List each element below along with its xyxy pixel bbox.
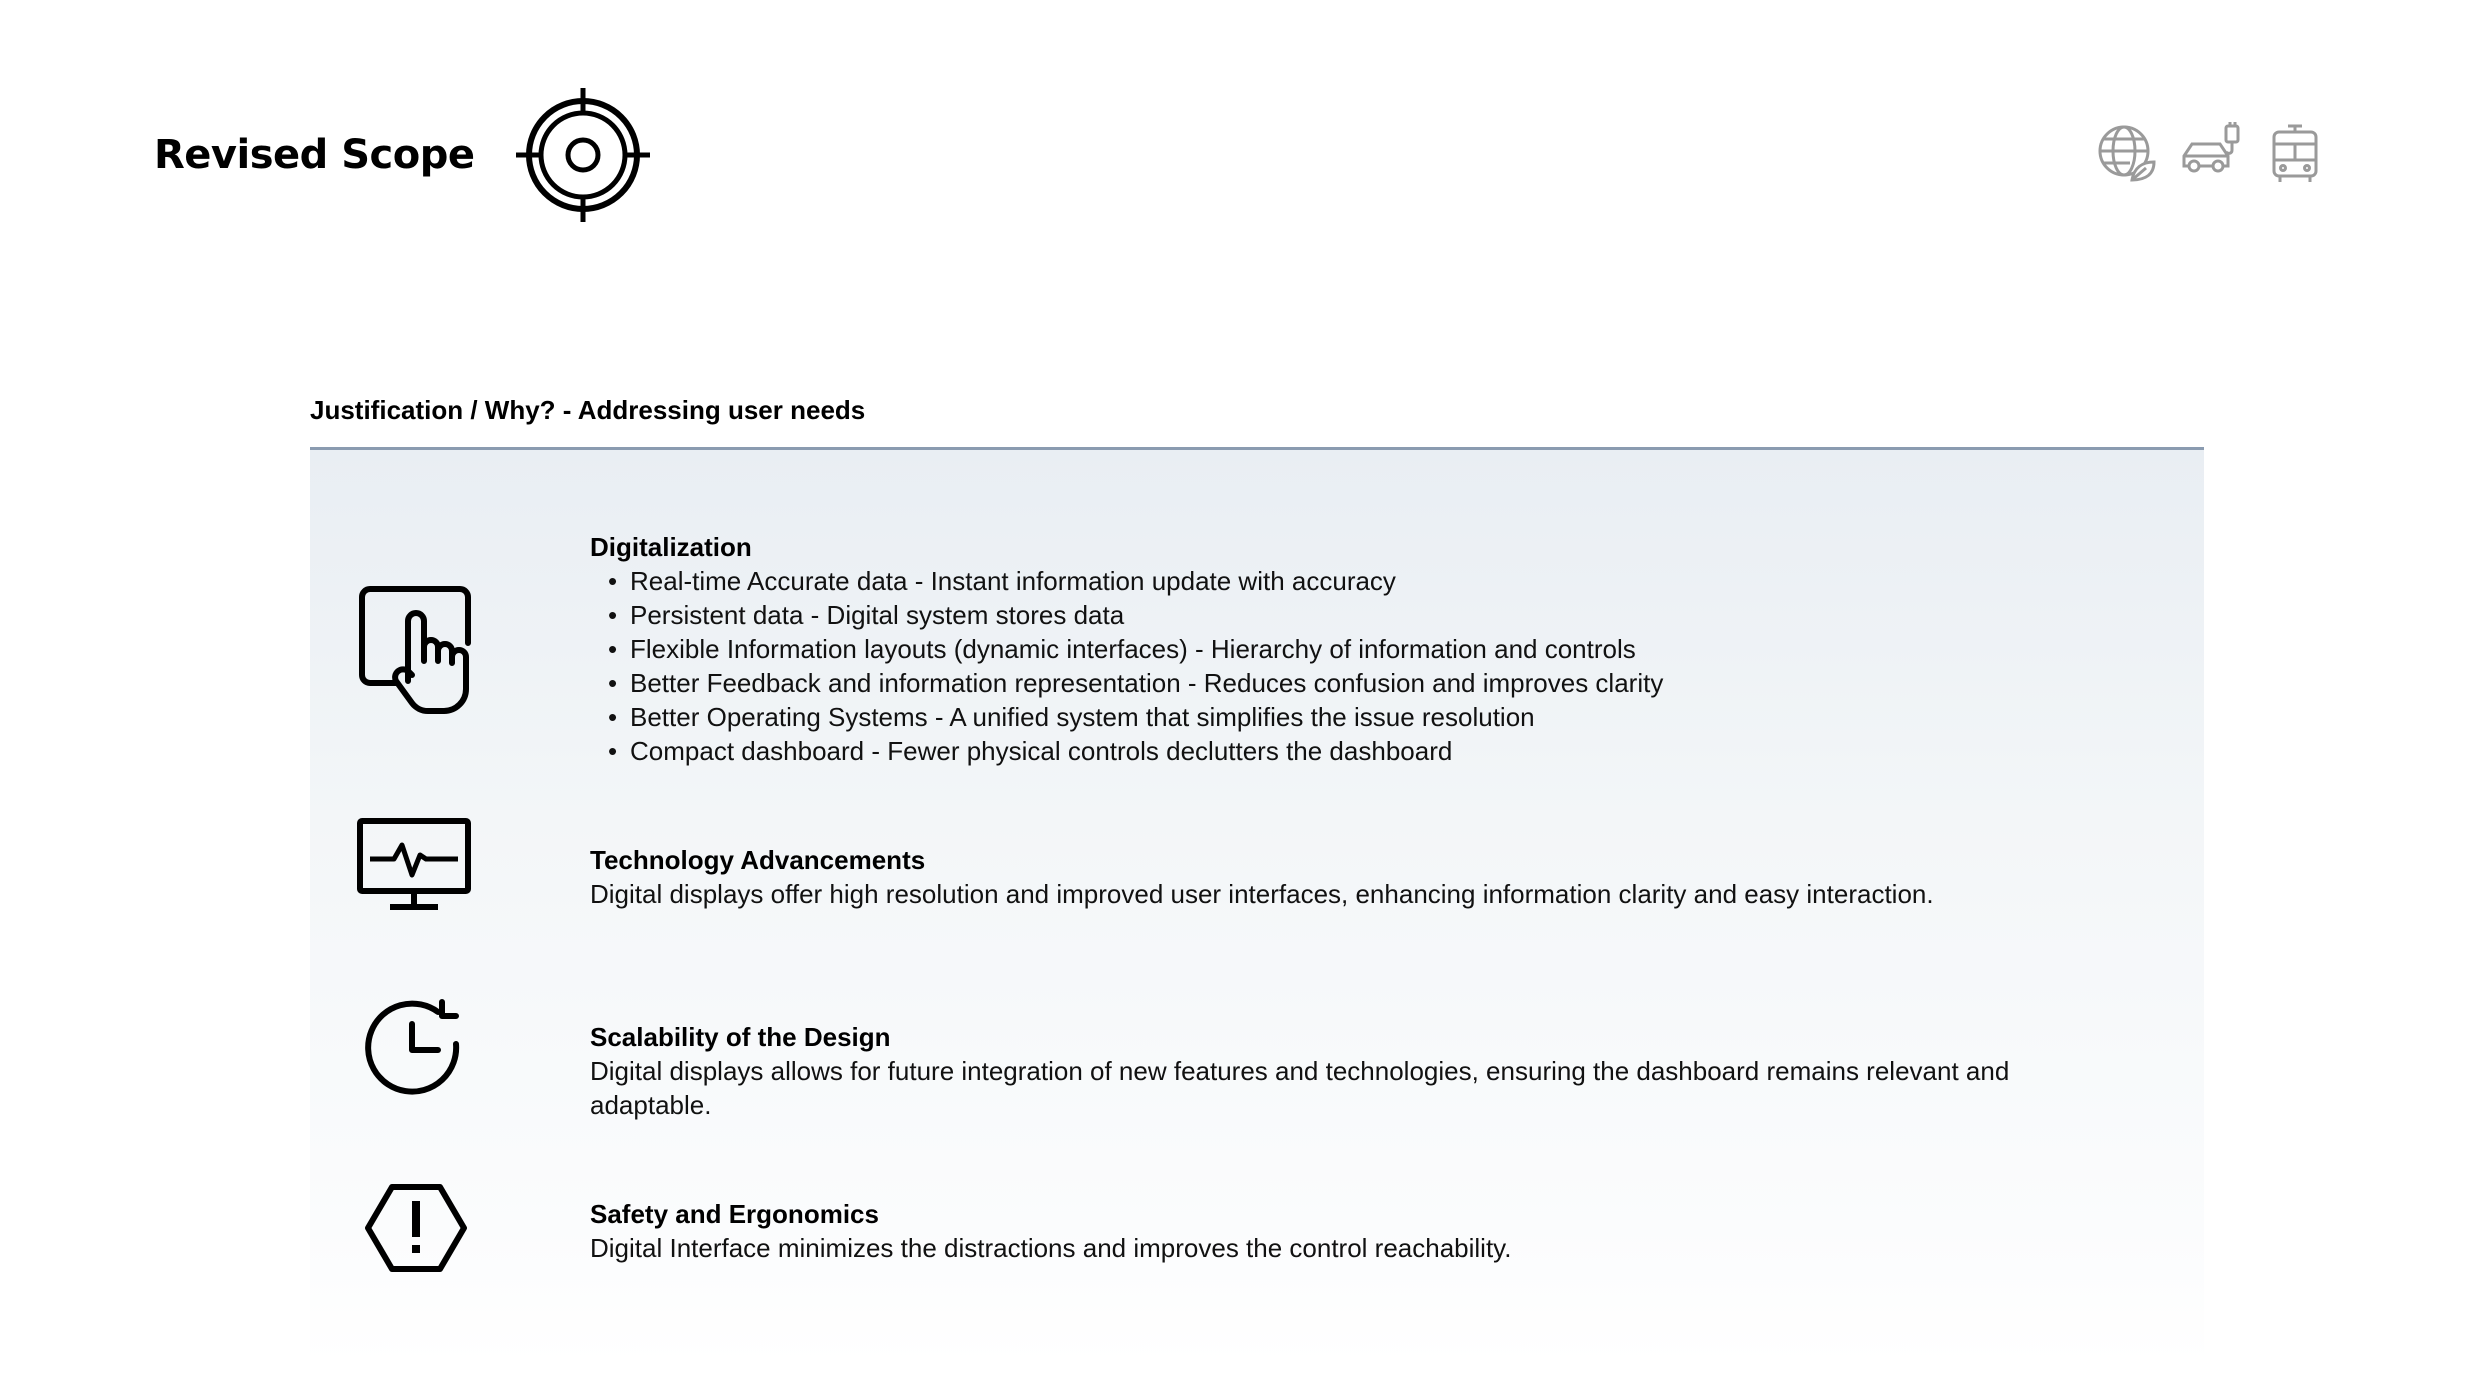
list-item: • Real-time Accurate data - Instant information update with accuracy	[630, 564, 2084, 598]
item-title: Technology Advancements	[590, 845, 926, 875]
list-item: • Better Feedback and information representation - Reduces confusion and improves clarity	[630, 666, 2084, 700]
item-text	[590, 530, 2084, 768]
justification-panel	[310, 447, 2204, 1365]
item-title: Digitalization	[590, 532, 752, 562]
target-icon	[516, 88, 650, 222]
touch-screen-hand-icon	[356, 585, 486, 715]
car-charging-icon	[2180, 122, 2242, 184]
top-right-icons	[2096, 122, 2326, 184]
bus-icon	[2264, 122, 2326, 184]
globe-leaf-icon	[2096, 122, 2158, 184]
item-title: Scalability of the Design	[590, 1022, 891, 1052]
section-heading: Justification / Why? - Addressing user needs	[310, 395, 866, 425]
header	[154, 80, 650, 230]
list-item: • Persistent data - Digital system stores data	[630, 598, 2084, 632]
item-description: Digital Interface minimizes the distractions and improves the control reachability.	[590, 1233, 1512, 1263]
item-description: Digital displays offer high resolution and improved user interfaces, enhancing information clarity and easy interaction.	[590, 879, 1934, 909]
list-item: • Compact dashboard - Fewer physical controls declutters the dashboard	[630, 734, 2084, 768]
item-text	[590, 843, 2084, 911]
item-text	[590, 1197, 2084, 1265]
item-description: Digital displays allows for future integration of new features and technologies, ensuring the dashboard remains relevant and adaptable.	[590, 1056, 2010, 1120]
item-text	[590, 1020, 2084, 1122]
hexagon-warning-icon	[364, 1183, 468, 1273]
monitor-pulse-icon	[356, 817, 472, 911]
list-item: • Flexible Information layouts (dynamic interfaces) - Hierarchy of information and controls	[630, 632, 2084, 666]
page-title: Revised Scope	[154, 132, 475, 178]
bullet-list	[590, 564, 2084, 768]
list-item: • Better Operating Systems - A unified system that simplifies the issue resolution	[630, 700, 2084, 734]
clock-refresh-icon	[364, 998, 464, 1098]
item-title: Safety and Ergonomics	[590, 1199, 879, 1229]
